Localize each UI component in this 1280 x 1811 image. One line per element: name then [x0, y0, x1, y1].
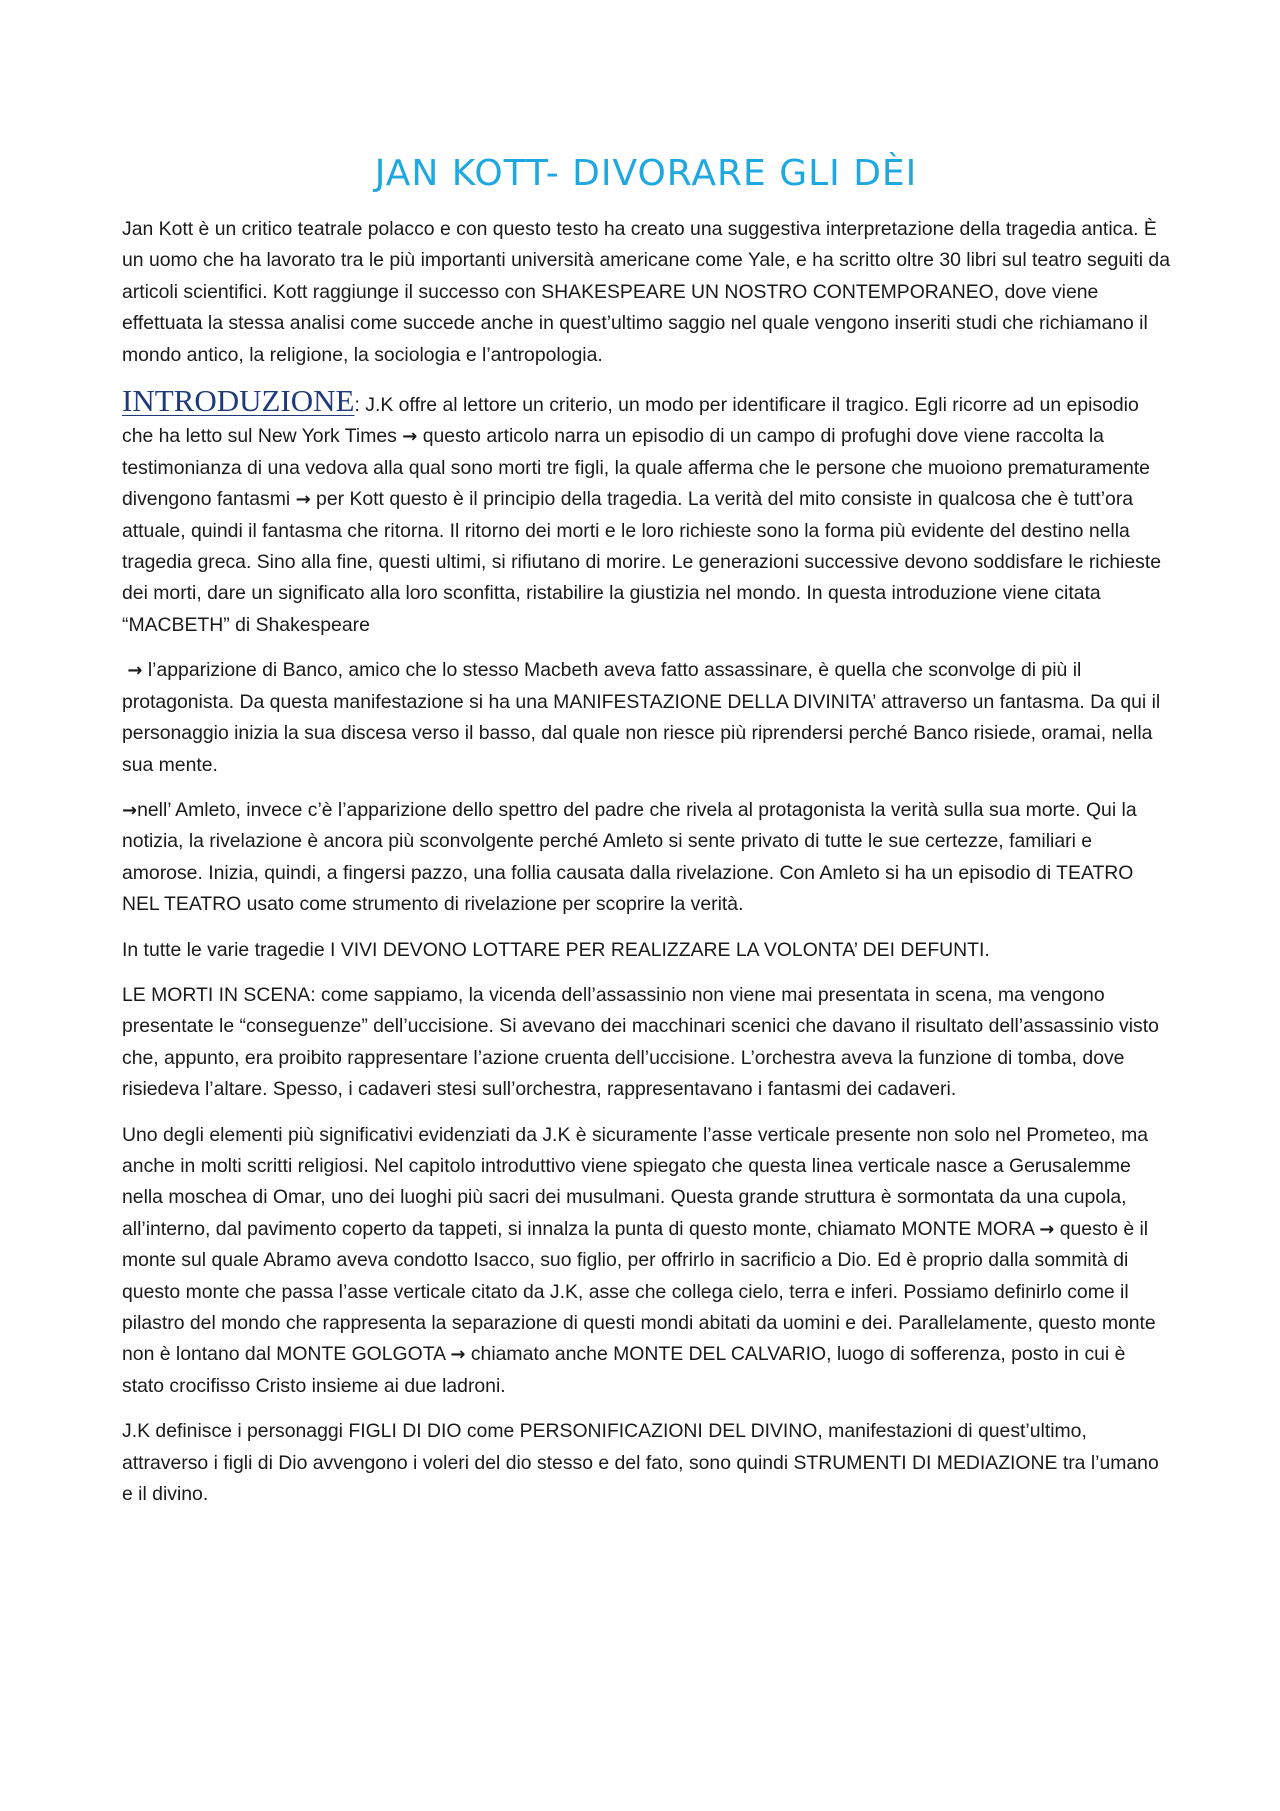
- introduzione-text-1: : J.K offre al lettore un criterio, un modo per identificare il tragico. Egli ricorre ad un episodio che ha letto sul New York Times: [122, 394, 1139, 448]
- asse-text-1: Uno degli elementi più significativi evidenziati da J.K è sicuramente l’asse verticale presente non solo nel Prometeo, ma anche in molti scritti religiosi. Nel capitolo introduttivo viene spiegato che questa linea verticale nasce a Gerusalemme nella moschea di Omar, uno dei luoghi più sacri dei musulmani. Questa grande struttura è sormontata da una cupola, all’interno, dal pavimento coperto da tappeti, si innalza la punta di questo monte, chiamato MONTE MORA: [122, 1123, 1149, 1240]
- arrow-right-icon: →: [402, 426, 418, 448]
- vivi-paragraph: In tutte le varie tragedie I VIVI DEVONO LOTTARE PER REALIZZARE LA VOLONTA’ DEI DEFUNTI.: [122, 938, 990, 961]
- morti-paragraph: LE MORTI IN SCENA: come sappiamo, la vicenda dell’assassinio non viene mai presentata in scena, ma vengono presentate le “conseguenze” dell’uccisione. Si avevano dei macchinari scenici che davano il risultato dell’assassinio visto che, appunto, era proibito rappresentare l’azione cruenta dell’uccisione. L’orchestra aveva la funzione di tomba, dove risiedeva l’altare. Spesso, i cadaveri stesi sull’orchestra, rappresentavano i fantasmi dei cadaveri.: [122, 983, 1159, 1101]
- amleto-text: nell’ Amleto, invece c’è l’apparizione dello spettro del padre che rivela al protagonista la verità sulla sua morte. Qui la notizia, la rivelazione è ancora più sconvolgente perché Amleto si sente privato di tutte le sue certezze, familiari e amorose. Inizia, quindi, a fingersi pazzo, una follia causata dalla rivelazione. Con Amleto si ha un episodio di TEATRO NEL TEATRO usato come strumento di rivelazione per scoprire la verità.: [122, 798, 1137, 916]
- asse-text-2: questo è il monte sul quale Abramo aveva condotto Isacco, suo figlio, per offrirlo in sacrificio a Dio. Ed è proprio dalla sommità di questo monte che passa l’asse verticale citato da J.K, asse che collega cielo, terra e inferi. Possiamo definirlo come il pilastro del mondo che rappresenta la separazione di questi mondi abitati da uomini e dei. Parallelamente, questo monte non è lontano dal MONTE GOLGOTA: [122, 1217, 1156, 1366]
- amleto-paragraph: [122, 795, 1170, 921]
- arrow-right-icon: →: [1039, 1218, 1055, 1240]
- arrow-right-icon: →: [122, 799, 138, 821]
- document-page: [122, 150, 1170, 1524]
- macbeth-text: l’apparizione di Banco, amico che lo stesso Macbeth aveva fatto assassinare, è quella che sconvolge di più il protagonista. Da questa manifestazione si ha una MANIFESTAZIONE DELLA DIVINITA’ attraverso un fantasma. Da qui il personaggio inizia la sua discesa verso il basso, dal quale non riesce più riprendersi perché Banco risiede, oramai, nella sua mente.: [122, 659, 1161, 776]
- introduzione-text-2: questo articolo narra un episodio di un campo di profughi dove viene raccolta la testimonianza di una vedova alla qual sono morti tre figli, la quale afferma che le persone che muoiono prematuramente divengono fantasmi: [122, 425, 1150, 511]
- asse-text-3: chiamato anche MONTE DEL CALVARIO, luogo di sofferenza, posto in cui è stato crocifisso Cristo insieme ai due ladroni.: [122, 1343, 1126, 1397]
- introduzione-paragraph: [122, 385, 1170, 641]
- asse-paragraph: [122, 1120, 1170, 1403]
- figli-paragraph: J.K definisce i personaggi FIGLI DI DIO come PERSONIFICAZIONI DEL DIVINO, manifestazioni di quest’ultimo, attraverso i figli di Dio avvengono i voleri del dio stesso e del fato, sono quindi STRUMENTI DI MEDIAZIONE tra l’umano e il divino.: [122, 1420, 1159, 1506]
- intro-paragraph: Jan Kott è un critico teatrale polacco e con questo testo ha creato una suggestiva interpretazione della tragedia antica. È un uomo che ha lavorato tra le più importanti università americane come Yale, e ha scritto oltre 30 libri sul teatro seguiti da articoli scientifici. Kott raggiunge il successo con SHAKESPEARE UN NOSTRO CONTEMPORANEO, dove viene effettuata la stessa analisi come succede anche in quest’ultimo saggio nel quale vengono inseriti studi che richiamano il mondo antico, la religione, la sociologia e l’antropologia.: [122, 218, 1171, 366]
- introduzione-heading: INTRODUZIONE: [122, 383, 355, 419]
- document-title: JAN KOTT- DIVORARE GLI DÈI: [374, 153, 918, 194]
- arrow-right-icon: →: [450, 1344, 466, 1366]
- introduzione-text-3: per Kott questo è il principio della tragedia. La verità del mito consiste in qualcosa che è tutt’ora attuale, quindi il fantasma che ritorna. Il ritorno dei morti e le loro richieste sono la forma più evidente del destino nella tragedia greca. Sino alla fine, questi ultimi, si rifiutano di morire. Le generazioni successive devono soddisfare le richieste dei morti, dare un significato alla loro sconfitta, ristabilire la giustizia nel mondo. In questa introduzione viene citata “MACBETH” di Shakespeare: [122, 488, 1162, 636]
- macbeth-paragraph: [122, 655, 1170, 781]
- arrow-right-icon: →: [127, 660, 143, 682]
- arrow-right-icon: →: [295, 489, 311, 511]
